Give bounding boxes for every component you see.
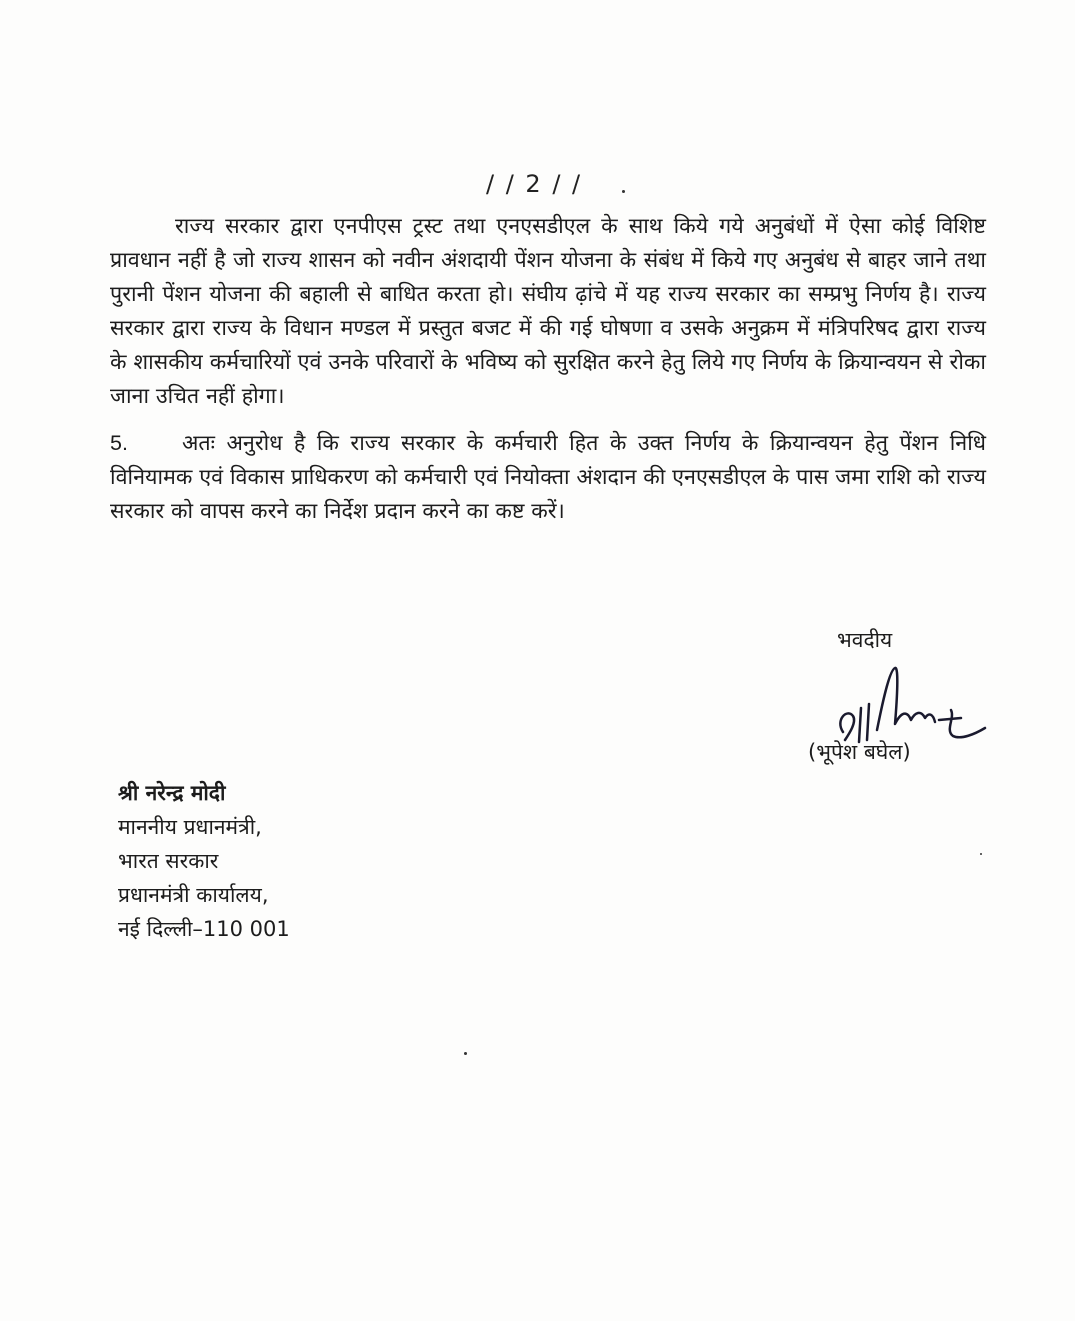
addressee-line-1: माननीय प्रधानमंत्री, [118,815,262,839]
addressee-block [118,776,290,946]
signatory-name: (भूपेश बघेल) [808,740,911,764]
letter-body [110,210,986,529]
scan-speck [464,1052,467,1055]
closing-salutation: भवदीय [837,628,893,652]
scan-speck [980,853,982,855]
point-5-number: 5. [110,431,128,455]
addressee-line-3: प्रधानमंत्री कार्यालय, [118,883,269,907]
addressee-line-4: नई दिल्ली–110 001 [118,917,290,941]
scan-speck [622,190,625,193]
point-5-paragraph [110,426,986,529]
page-number: / / 2 / / [486,170,583,198]
intro-paragraph: राज्य सरकार द्वारा एनपीएस ट्रस्ट तथा एनएसडीएल के साथ किये गये अनुबंधों में ऐसा कोई विशिष्ट प्रावधान नहीं है जो राज्य शासन को नवीन अंशदायी पेंशन योजना के संबंध में किये गए अनुबंध से बाहर जाने तथा पुरानी पेंशन योजना की बहाली से बाधित करता हो। संघीय ढ़ांचे में यह राज्य सरकार का सम्प्रभु निर्णय है। राज्य सरकार द्वारा राज्य के विधान मण्डल में प्रस्तुत बजट में की गई घोषणा व उसके अनुक्रम में मंत्रिपरिषद द्वारा राज्य के शासकीय कर्मचारियों एवं उनके परिवारों के भविष्य को सुरक्षित करने हेतु लिये गए निर्णय के क्रियान्वयन से रोका जाना उचित नहीं होगा। [110,214,986,409]
handwritten-signature [805,660,990,750]
point-5-text: अतः अनुरोध है कि राज्य सरकार के कर्मचारी हित के उक्त निर्णय के क्रियान्वयन हेतु पेंशन निधि विनियामक एवं विकास प्राधिकरण को कर्मचारी एवं नियोक्ता अंशदान की एनएसडीएल के पास जमा राशि को राज्य सरकार को वापस करने का निर्देश प्रदान करने का कष्ट करें। [110,431,986,524]
addressee-name: श्री नरेन्द्र मोदी [118,781,226,805]
addressee-line-2: भारत सरकार [118,849,219,873]
